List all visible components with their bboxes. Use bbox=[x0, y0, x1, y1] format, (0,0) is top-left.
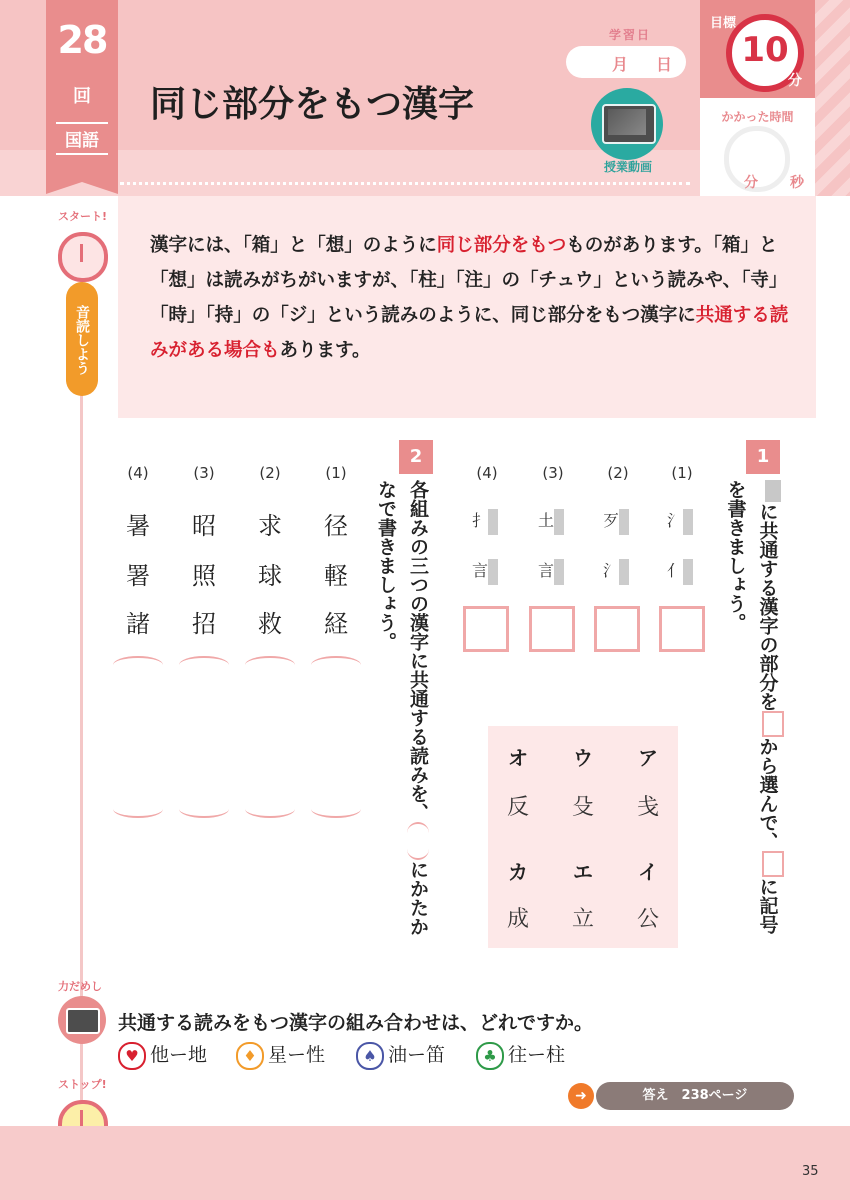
challenge-option[interactable] bbox=[118, 1040, 207, 1070]
start-label: スタート! bbox=[58, 210, 108, 223]
q2-item-index: (1) bbox=[325, 464, 347, 482]
try-label: 力だめし bbox=[58, 980, 102, 993]
q2-kanji: 軽 bbox=[324, 562, 348, 590]
question-1-instructions bbox=[722, 480, 784, 940]
answer-field[interactable] bbox=[245, 672, 295, 802]
option-text: 油ー笛 bbox=[388, 1044, 446, 1066]
q1-part-bottom: 氵 bbox=[596, 558, 636, 585]
q1-item-index: (4) bbox=[476, 464, 498, 482]
tablet-screen bbox=[608, 109, 646, 135]
q1-text-c: に記号を書きましょう。 bbox=[724, 480, 779, 934]
answer-paren-bottom bbox=[311, 800, 361, 818]
time-minutes-unit: 分 bbox=[744, 175, 758, 191]
spade-icon: ♠ bbox=[356, 1042, 384, 1070]
q2-item-index: (4) bbox=[127, 464, 149, 482]
stop-label: ストップ! bbox=[58, 1078, 107, 1091]
answer-field[interactable] bbox=[311, 672, 361, 802]
lesson-number: 28 bbox=[57, 18, 107, 62]
q2-kanji: 照 bbox=[192, 562, 216, 590]
video-label: 授業動画 bbox=[603, 160, 652, 174]
footer-band bbox=[0, 1126, 850, 1200]
choice-part: 成 bbox=[506, 907, 529, 932]
q1-part-bottom: 言 bbox=[531, 558, 571, 585]
q2-kanji: 球 bbox=[258, 562, 282, 590]
q1-part-bottom: 亻 bbox=[660, 558, 700, 585]
answer-field[interactable] bbox=[113, 672, 163, 802]
read-aloud-label: 音読しよう bbox=[74, 305, 90, 375]
challenge-option[interactable] bbox=[476, 1040, 565, 1070]
q1-part-bottom: 言 bbox=[465, 558, 505, 585]
q2-kanji: 径 bbox=[324, 512, 348, 540]
lesson-unit: 回 bbox=[73, 86, 91, 107]
q2-kanji: 署 bbox=[126, 562, 150, 590]
q1-text-b: から選んで、 bbox=[756, 737, 779, 851]
diamond-icon: ♦ bbox=[236, 1042, 264, 1070]
answer-box[interactable] bbox=[529, 606, 575, 652]
q1-part-top: 歹 bbox=[596, 508, 636, 535]
goal-unit: 分 bbox=[788, 73, 802, 89]
header-dotted-line bbox=[120, 182, 690, 185]
challenge-option[interactable] bbox=[236, 1040, 325, 1070]
header-stripes bbox=[815, 0, 850, 196]
paren-icon bbox=[407, 822, 429, 860]
goal-value: 10 bbox=[741, 30, 789, 70]
intro-text bbox=[150, 228, 790, 368]
intro-highlight-1: 同じ部分をもつ bbox=[436, 235, 567, 256]
q2-kanji: 求 bbox=[258, 512, 282, 540]
answer-paren-bottom bbox=[245, 800, 295, 818]
question-1-number: 1 bbox=[746, 440, 780, 474]
arrow-right-icon: ➜ bbox=[568, 1083, 594, 1109]
q1-item-index: (3) bbox=[542, 464, 564, 482]
stopwatch-hand bbox=[80, 244, 83, 262]
intro-p1-end: ものがあります。「箱」と「想」は読みがちがいますが、「柱」「注」の「チュウ」という読みや、「寺」「時」「持」の「ジ」という読みのように、同じ部分をもつ漢字に bbox=[150, 235, 788, 326]
box-icon bbox=[762, 711, 784, 737]
time-seconds-unit: 秒 bbox=[790, 175, 804, 191]
box-icon bbox=[762, 851, 784, 877]
date-day-unit: 日 bbox=[656, 55, 673, 74]
choice-label: オ bbox=[508, 746, 528, 770]
page-title: 同じ部分をもつ漢字 bbox=[150, 84, 475, 125]
question-2-number: 2 bbox=[399, 440, 433, 474]
question-2-instructions bbox=[372, 480, 434, 940]
answer-page-link[interactable]: 答え 238ページ bbox=[596, 1082, 794, 1110]
q1-part-top: 土 bbox=[531, 508, 571, 535]
goal-label: 目標 bbox=[710, 16, 737, 31]
subject-label: 国語 bbox=[56, 122, 108, 155]
q1-text-a: に共通する漢字の部分を bbox=[756, 502, 779, 711]
choice-part: 立 bbox=[571, 907, 594, 932]
answer-paren-bottom bbox=[113, 800, 163, 818]
q2-kanji: 昭 bbox=[192, 512, 216, 540]
q2-text-a: 各組みの三つの漢字に共通する読みを、 bbox=[407, 480, 429, 822]
choice-part: 反 bbox=[506, 795, 529, 820]
answer-field[interactable] bbox=[179, 672, 229, 802]
answer-box[interactable] bbox=[463, 606, 509, 652]
blank-square-icon bbox=[765, 480, 781, 502]
q2-kanji: 暑 bbox=[126, 512, 150, 540]
choice-label: エ bbox=[573, 860, 593, 884]
answer-box[interactable] bbox=[659, 606, 705, 652]
challenge-option[interactable] bbox=[356, 1040, 445, 1070]
q2-kanji: 招 bbox=[192, 610, 216, 638]
date-month-unit: 月 bbox=[612, 55, 629, 74]
choice-label: カ bbox=[508, 860, 528, 884]
q1-part-top: 扌 bbox=[465, 508, 505, 535]
intro-p1: 漢字には、「箱」と「想」のように bbox=[150, 235, 437, 256]
challenge-question: 共通する読みをもつ漢字の組み合わせは、どれですか。 bbox=[118, 1012, 594, 1034]
choice-label: ア bbox=[638, 746, 658, 770]
time-taken-label: かかった時間 bbox=[721, 110, 794, 124]
q2-text-b: にかたかなで書きましょう。 bbox=[375, 480, 429, 936]
q2-item-index: (3) bbox=[193, 464, 215, 482]
answer-paren-bottom bbox=[179, 800, 229, 818]
answer-box[interactable] bbox=[594, 606, 640, 652]
start-stopwatch-icon bbox=[58, 232, 108, 282]
choice-label: ウ bbox=[573, 746, 593, 770]
q2-kanji: 経 bbox=[324, 610, 348, 638]
q1-item-index: (1) bbox=[671, 464, 693, 482]
option-text: 往ー柱 bbox=[508, 1044, 566, 1066]
lesson-tab-notch bbox=[46, 182, 118, 194]
intro-highlight-2: 共通する読みがある場合も bbox=[150, 305, 789, 361]
option-text: 星ー性 bbox=[268, 1044, 326, 1066]
club-icon: ♣ bbox=[476, 1042, 504, 1070]
tablet-icon bbox=[66, 1008, 100, 1034]
q1-part-top: 氵 bbox=[660, 508, 700, 535]
choice-part: 殳 bbox=[571, 795, 594, 820]
intro-p2-end: あります。 bbox=[279, 340, 371, 361]
choice-label: イ bbox=[638, 860, 658, 884]
q2-item-index: (2) bbox=[259, 464, 281, 482]
q2-kanji: 諸 bbox=[126, 610, 150, 638]
heart-icon: ♥ bbox=[118, 1042, 146, 1070]
choice-part: 戋 bbox=[636, 795, 659, 820]
study-date-label: 学習日 bbox=[608, 28, 651, 42]
q1-item-index: (2) bbox=[607, 464, 629, 482]
q2-kanji: 救 bbox=[258, 610, 282, 638]
option-text: 他ー地 bbox=[150, 1044, 208, 1066]
choice-part: 公 bbox=[636, 907, 659, 932]
page-number: 35 bbox=[802, 1164, 819, 1179]
